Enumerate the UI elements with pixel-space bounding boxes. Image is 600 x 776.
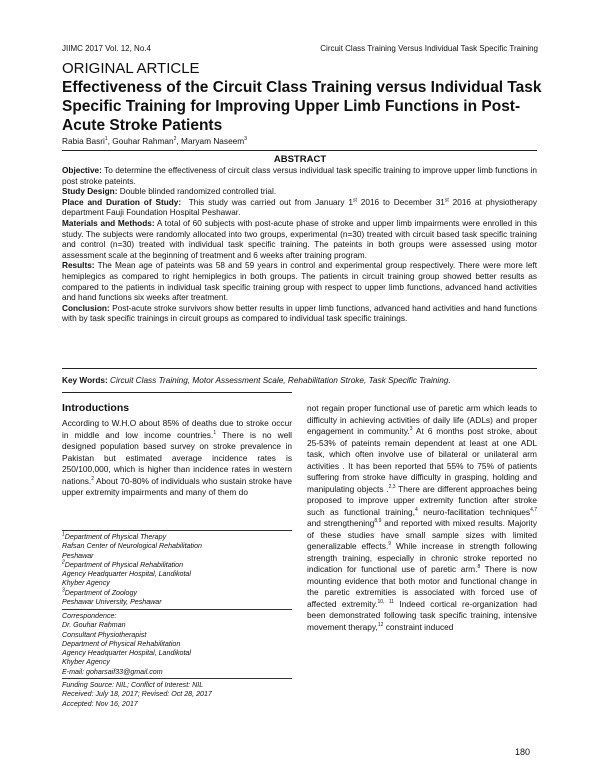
- citation-mark: 8,9: [374, 518, 382, 525]
- results-text: The Mean age of pateints was 58 and 59 years in control and experimental group respectively. There were more left hemiplegics as compared to right hemiplegics in both groups. The patients in circuit training group showed better results as compared to the patients in individual task specific training group with respect to upper limb functions, advanced hand activities and hand functions six weeks after treatment.: [62, 261, 537, 303]
- affiliation-line: Khyber Agency: [62, 579, 110, 588]
- methods-text: A total of 60 subjects with post-acute phase of stroke and upper limb impairments were enrolled in this study. The subjects were randomly allocated into two groups, experimental (n=30) treated with circuit based task specific training and control (n=30) treated with individual task specific training. The pateints in both groups were assessed using motor assessment scale at the beginning of treatment and 6 weeks after training program.: [62, 218, 537, 260]
- abstract-place: [62, 198, 537, 219]
- abstract-heading: ABSTRACT: [273, 154, 327, 165]
- abstract-conclusion: [62, 304, 537, 325]
- correspondence-divider: [62, 609, 292, 610]
- place-sup-1: st: [352, 197, 357, 204]
- left-column: [62, 402, 292, 499]
- author-list: Rabia Basri$^1$, Gouhar Rahman$^2$, Maryam Naseem$^3$: [62, 136, 247, 146]
- methods-label: Materials and Methods:: [62, 218, 155, 228]
- text-run: not regain proper functional use of paretic arm which leads to difficulty in achieving activities of daily life (ADLs) and proper engagement in community.: [307, 403, 537, 436]
- affiliation-line: Peshawar University, Peshawar: [62, 598, 162, 607]
- correspondence-line: Consultant Physiotherapist: [62, 630, 147, 639]
- text-run: About 70-80% of individuals who sustain stroke have upper extremity impairments and many of them do: [62, 475, 292, 497]
- place-text-3: 2016 at physiotherapy department Fauji Foundation Hospital Peshawar.: [62, 197, 538, 218]
- text-run: There is no well designed population based survey on stroke prevalence in Pakistan but estimated average incidence rates is 250/100,000, which is higher than incidence rates in western nations.: [62, 429, 292, 486]
- text-run: According to W.H.O about 85% of deaths due to stroke occur in middle and low income countries.: [62, 418, 292, 440]
- citation-mark: 1: [213, 429, 217, 436]
- citation-mark: 10, 11: [377, 598, 395, 605]
- page-number: 180: [514, 747, 530, 757]
- citation-mark: 4: [414, 506, 418, 513]
- objective-label: Objective:: [62, 166, 102, 175]
- text-run: constraint induced: [383, 621, 454, 632]
- affiliation-line: Rafsan Center of Neurological Rehabilitation: [62, 542, 202, 551]
- author-affiliation-mark: 1: [104, 136, 108, 143]
- citation-mark: 3: [409, 426, 413, 433]
- abstract-methods: [62, 219, 537, 261]
- footnote-divider: [62, 530, 292, 531]
- abstract-design: [62, 187, 537, 198]
- correspondence-line: Dr. Gouhar Rahman: [62, 621, 126, 630]
- keywords-line: [62, 376, 537, 385]
- introduction-heading: Introductions: [62, 402, 130, 414]
- correspondence-line: Khyber Agency: [62, 658, 110, 667]
- abstract-objective: [62, 166, 537, 187]
- citation-mark: 4,7: [530, 506, 538, 513]
- text-run: There are different approaches being proposed to improve upper extremity function after stroke such as functional training,: [307, 483, 537, 517]
- design-label: Study Design:: [62, 187, 118, 197]
- affiliation-line: $^2$Department of Physical Rehabilitation: [62, 559, 184, 569]
- correspondence-line: Agency Headquarter Hospital, Landikotal: [62, 649, 191, 658]
- text-run: and reported with mixed results. Majority of these studies have small sample sizes with limited generalizable effects.: [307, 518, 537, 551]
- author-affiliation-mark: 3: [244, 136, 247, 143]
- abstract-results: [62, 261, 537, 303]
- correspondence-line: Department of Physical Rehabilitation: [62, 639, 181, 648]
- text-run: neuro-facilitation techniques: [417, 506, 531, 517]
- author-name: Maryam Naseem: [181, 136, 245, 146]
- place-sup-2: st: [444, 197, 449, 204]
- citation-mark: 8: [477, 564, 481, 571]
- author-name: Gouhar Rahman: [112, 136, 174, 146]
- affiliation-mark: 1: [62, 531, 65, 538]
- affiliation-mark: 2: [62, 559, 65, 566]
- author-affiliation-mark: 2: [173, 136, 177, 143]
- text-run: At 6 months post stroke, about 25-53% of pateints remain dependent at least at one ADL task, which often involve use of bilateral or unilateral arm activities . It has been reported that 55% to 75% of patients suffering from stroke have difficulty in grasping, holding and manipulating objects .: [307, 426, 537, 494]
- results-label: Results:: [62, 261, 95, 271]
- article-title: Effectiveness of the Circuit Class Training versus Individual Task Specific Training for Improving Upper Limb Functions in Post-Acute Stroke Patients: [62, 79, 542, 134]
- keywords-text: Circuit Class Training, Motor Assessment Scale, Rehabilitation Stroke, Task Specific Training.: [110, 376, 451, 385]
- abstract-body: [62, 166, 537, 325]
- place-text-1: This study was carried out from January 1: [188, 197, 353, 207]
- abstract-divider: [62, 368, 537, 369]
- conclusion-label: Conclusion:: [62, 303, 110, 313]
- affiliations: [62, 533, 292, 607]
- top-divider: [62, 150, 537, 151]
- funding-line: Accepted: Nov 16, 2017: [62, 699, 138, 708]
- objective-text: To determine the effectiveness of circuit class versus individual task specific training to improve upper limb functions in post stroke pateints.: [62, 166, 537, 186]
- funding-line: Received: July 18, 2017; Revised: Oct 28, 2017: [62, 690, 212, 699]
- author-name: Rabia Basri: [62, 136, 105, 146]
- text-run: While increase in strength following strength training, especially in chronic stroke reported no indication for functional use of paretic arm.: [307, 541, 538, 574]
- citation-mark: 2: [91, 475, 95, 482]
- intro-divider: [62, 392, 292, 393]
- affiliation-line: $^1$Department of Physical Therapy: [62, 531, 167, 541]
- design-text: Double blinded randomized controlled trial.: [119, 187, 277, 197]
- affiliation-line: $^3$Department of Zoology: [62, 587, 137, 597]
- affiliation-mark: 3: [62, 587, 65, 594]
- affiliation-line: Agency Headquarter Hospital, Landikotal: [62, 570, 191, 579]
- keywords-label: Key Words:: [62, 376, 108, 385]
- funding-info: [62, 681, 292, 709]
- conclusion-text: Post-acute stroke survivors show better results in upper limb functions, advanced hand activities and hand functions with by task specific trainings in circuit groups as compared to individual task specific trainings.: [62, 303, 537, 324]
- citation-mark: 12: [377, 621, 384, 628]
- correspondence-line: Correspondence:: [62, 612, 117, 620]
- funding-line: Funding Source: NIL; Conflict of Interest: NIL: [62, 681, 204, 689]
- affiliation-line: Peshawar: [62, 551, 94, 560]
- journal-header: JIIMC 2017 Vol. 12, No.4: [62, 44, 151, 53]
- funding-divider: [62, 678, 292, 679]
- correspondence-line: E-mail: goharsaif33@gmail.com: [62, 667, 163, 676]
- citation-mark: 2,3: [388, 483, 396, 490]
- text-run: and strengthening: [307, 518, 375, 528]
- section-label: ORIGINAL ARTICLE: [62, 60, 200, 77]
- text-run: Indeed cortical re-organization had been demonstrated following task specific training, intensive movement therapy,: [307, 598, 537, 632]
- citation-mark: 9: [388, 541, 392, 548]
- introduction-text-col1: [62, 418, 292, 499]
- introduction-text-col2: [307, 403, 537, 633]
- place-label: Place and Duration of Study:: [62, 197, 182, 207]
- right-column: [307, 403, 537, 633]
- running-title: Circuit Class Training Versus Individual Task Specific Training: [320, 44, 538, 53]
- place-text-2: 2016 to December 31: [360, 197, 445, 207]
- text-run: There is now mounting evidence that both motor and functional change in the paretic extremities is associated with forced use of affected extremity.: [307, 564, 537, 609]
- correspondence: [62, 612, 292, 677]
